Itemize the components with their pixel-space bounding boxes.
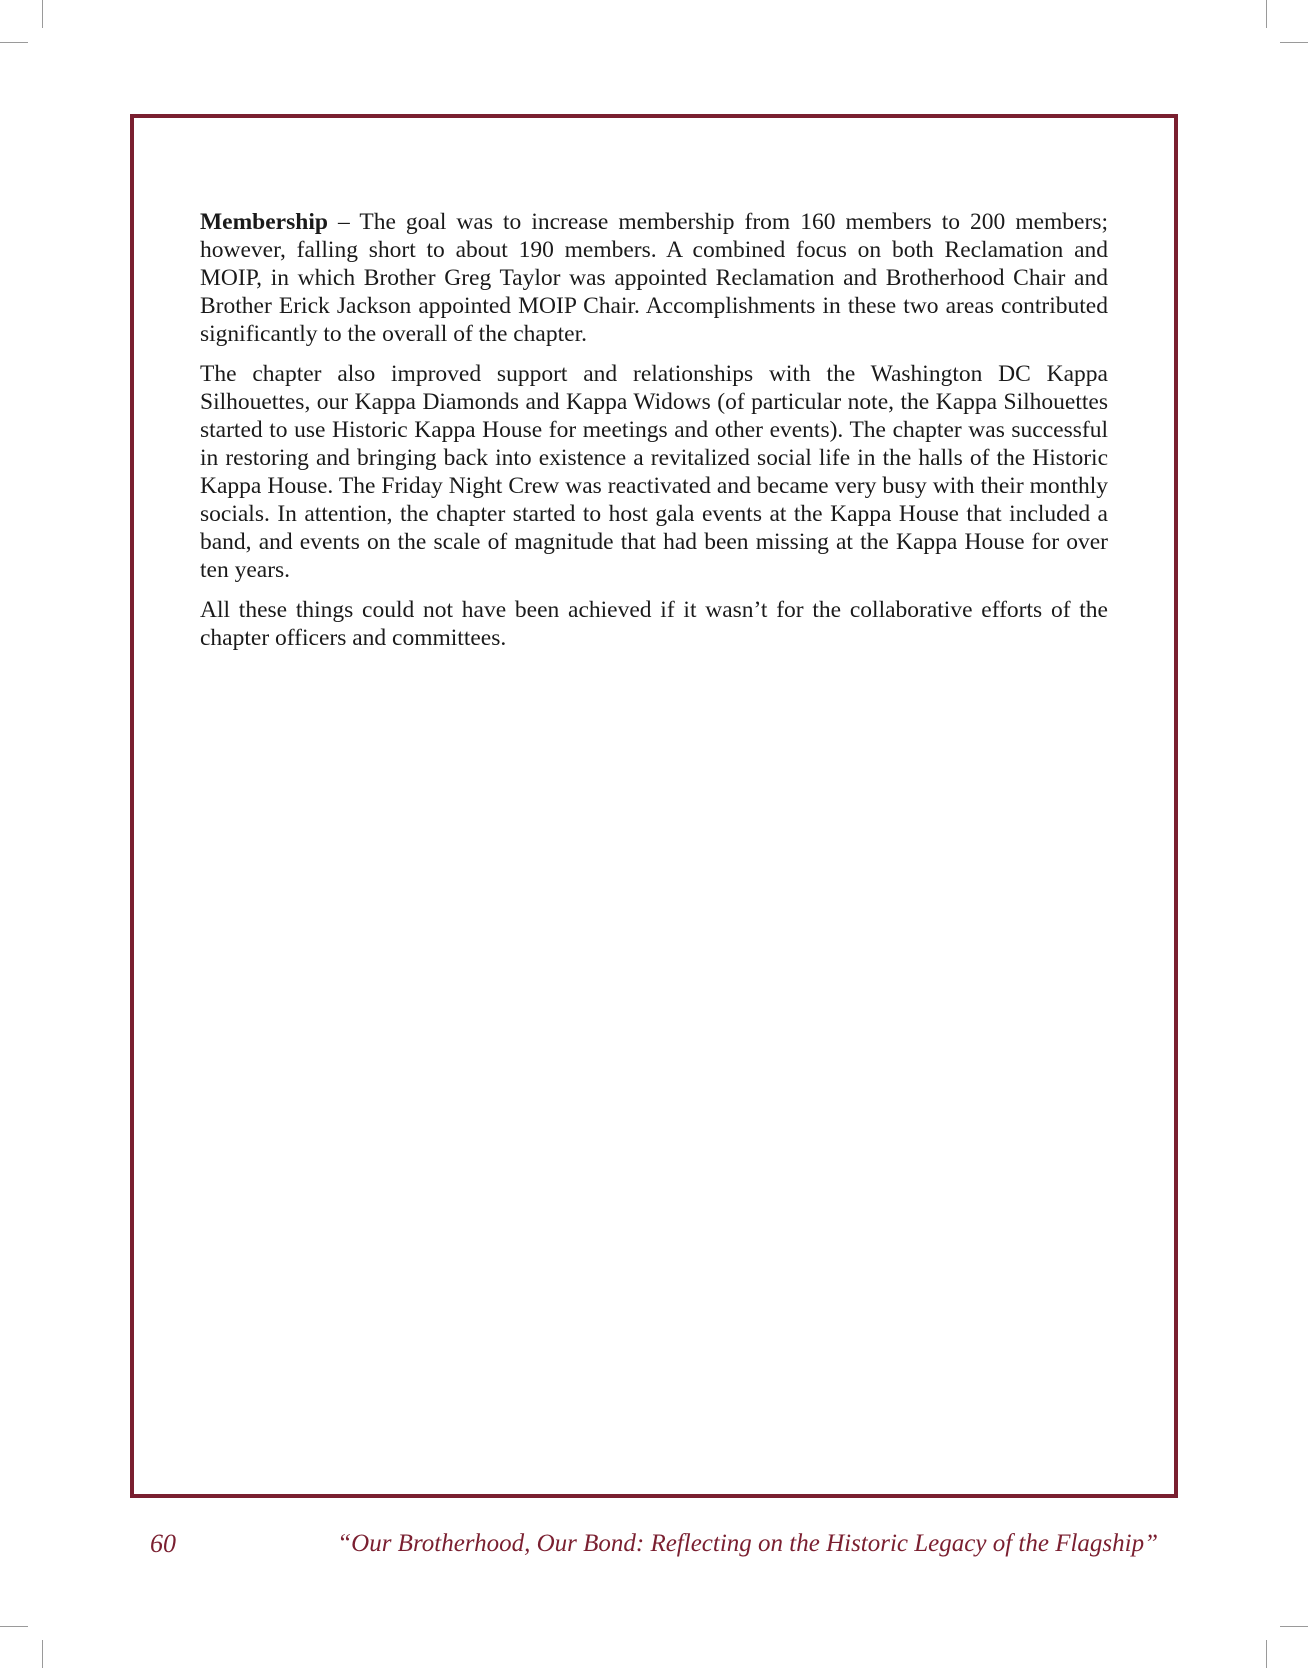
paragraph-membership [200, 208, 1108, 348]
crop-mark-bottom-left-horizontal [0, 1626, 28, 1627]
crop-mark-top-left-horizontal [0, 42, 28, 43]
crop-mark-top-left-vertical [42, 0, 43, 28]
crop-mark-bottom-right-vertical [1266, 1640, 1267, 1668]
membership-heading: Membership [200, 209, 328, 235]
crop-mark-bottom-right-horizontal [1280, 1626, 1308, 1627]
crop-mark-top-right-vertical [1266, 0, 1267, 28]
body-text [200, 208, 1108, 664]
page-number: 60 [150, 1529, 176, 1558]
crop-mark-bottom-left-vertical [42, 1640, 43, 1668]
running-title: “Our Brotherhood, Our Bond: Reflecting on the Historic Legacy of the Flagship” [337, 1530, 1158, 1557]
page-footer [0, 1526, 1308, 1566]
paragraph-chapter-relationships: The chapter also improved support and relationships with the Washington DC Kappa Silhouettes, our Kappa Diamonds and Kappa Widows (of particular note, the Kappa Silhouettes started to use Historic Kappa House for meetings and other events). The chapter was successful in restoring and bringing back into existence a revitalized social life in the halls of the Historic Kappa House. The Friday Night Crew was reactivated and became very busy with their monthly socials. In attention, the chapter started to host gala events at the Kappa House that included a band, and events on the scale of magnitude that had been missing at the Kappa House for over ten years. [200, 361, 1108, 583]
paragraph-achievements: All these things could not have been achieved if it wasn’t for the collaborative efforts of the chapter officers and committees. [200, 597, 1108, 651]
crop-mark-top-right-horizontal [1280, 42, 1308, 43]
paragraph-membership-text: – The goal was to increase membership from 160 members to 200 members; however, falling short to about 190 members. A combined focus on both Reclamation and MOIP, in which Brother Greg Taylor was appointed Reclamation and Brotherhood Chair and Brother Erick Jackson appointed MOIP Chair. Accomplishments in these two areas contributed significantly to the overall of the chapter. [200, 209, 1108, 347]
